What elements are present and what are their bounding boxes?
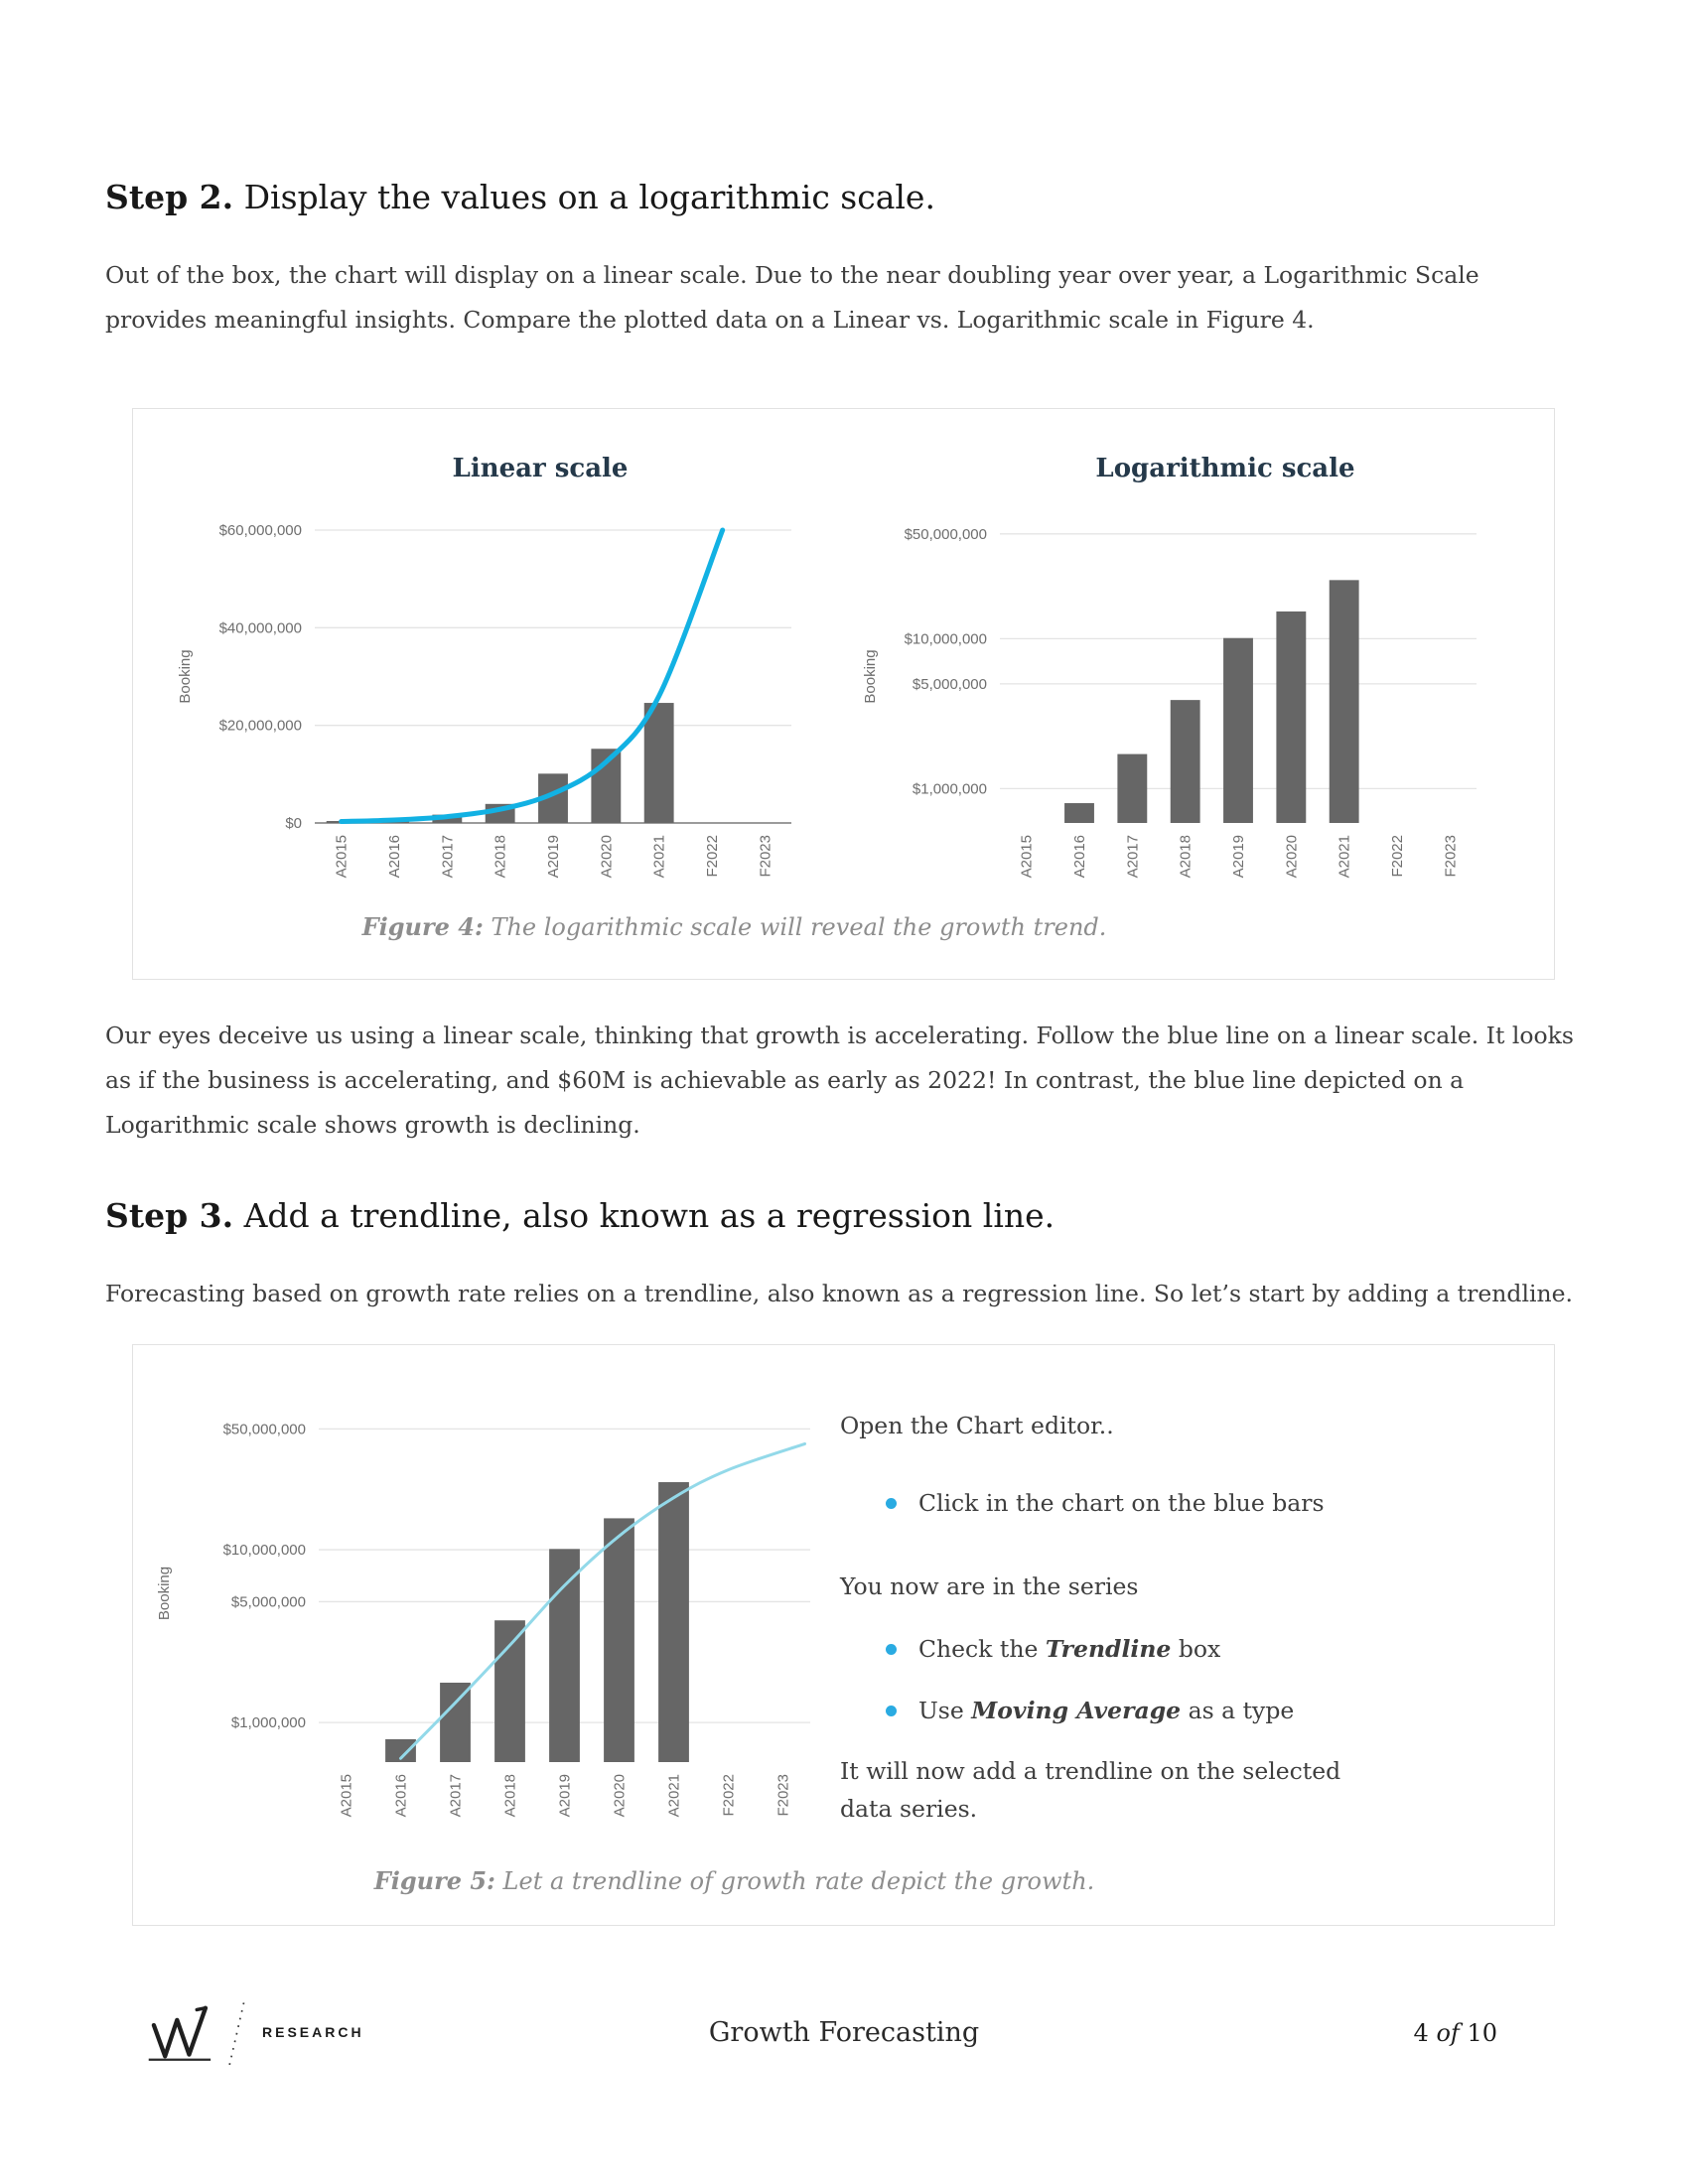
bullet3-post: as a type	[1181, 1696, 1295, 1724]
bullet-dot-icon	[886, 1706, 897, 1716]
bullet2-post: box	[1171, 1635, 1221, 1664]
svg-text:A2018: A2018	[501, 1774, 519, 1818]
figure4-charts-row	[133, 454, 1554, 900]
svg-text:$50,000,000: $50,000,000	[222, 1421, 306, 1438]
step2-paragraph: Out of the box, the chart will display on a linear scale. Due to the near doubling year over year, a Logarithmic Scale provides meaningful insights. Compare the plotted data on a Linear vs. Logarithmic scale in Figure 4.	[105, 260, 1479, 334]
figure5-instructions	[840, 1390, 1392, 1856]
svg-text:F2023: F2023	[1441, 835, 1459, 878]
trendline-chart	[145, 1390, 840, 1856]
svg-text:Booking: Booking	[156, 1567, 173, 1621]
svg-text:A2017: A2017	[447, 1774, 465, 1818]
bullet2-pre: Check the	[918, 1635, 1046, 1664]
svg-text:A2021: A2021	[665, 1774, 683, 1818]
instruction-open-editor: Open the Chart editor..	[840, 1412, 1114, 1440]
step2-heading-number: Step 2.	[105, 178, 234, 216]
svg-text:Booking: Booking	[176, 649, 194, 704]
step2-heading-text: Display the values on a logarithmic scale.	[233, 178, 935, 216]
svg-text:A2019: A2019	[556, 1774, 574, 1818]
svg-text:A2018: A2018	[1177, 835, 1195, 879]
bullet3-pre: Use	[918, 1696, 972, 1724]
svg-text:A2020: A2020	[1282, 835, 1300, 879]
log-scale-chart-title: Logarithmic scale	[1095, 454, 1355, 484]
svg-text:A2015: A2015	[333, 835, 351, 879]
svg-text:$5,000,000: $5,000,000	[912, 675, 987, 693]
svg-text:A2016: A2016	[385, 835, 403, 879]
w-arrow-logo-icon	[147, 1993, 250, 2071]
step3-heading	[105, 1195, 1583, 1238]
svg-text:F2022: F2022	[720, 1774, 738, 1817]
step3-paragraph: Forecasting based on growth rate relies on a trendline, also known as a regression line. So let’s start by adding a trendline.	[105, 1280, 1573, 1308]
svg-text:A2019: A2019	[1229, 835, 1247, 879]
svg-text:A2015: A2015	[1018, 835, 1036, 879]
svg-text:$20,000,000: $20,000,000	[218, 717, 302, 735]
figure5	[132, 1344, 1555, 1926]
svg-text:$10,000,000: $10,000,000	[222, 1542, 306, 1560]
figure4-caption-label: Figure 4:	[361, 912, 484, 942]
svg-text:Booking: Booking	[861, 649, 879, 704]
page-separator: of	[1436, 2019, 1460, 2048]
figure4	[132, 408, 1555, 980]
linear-scale-chart	[166, 495, 806, 900]
svg-text:A2020: A2020	[611, 1774, 629, 1818]
page-current: 4	[1413, 2019, 1429, 2048]
figure5-caption-label: Figure 5:	[373, 1866, 495, 1896]
trendline-chart-block	[145, 1390, 840, 1856]
svg-text:F2022: F2022	[703, 835, 721, 878]
svg-text:A2018: A2018	[492, 835, 509, 879]
svg-text:$60,000,000: $60,000,000	[218, 522, 302, 540]
figure5-caption-text: Let a trendline of growth rate depict the growth.	[494, 1867, 1095, 1896]
linear-scale-chart-block	[143, 454, 828, 900]
bullet3-text	[918, 1693, 1294, 1730]
figure5-caption	[24, 1866, 1445, 1895]
svg-text:A2021: A2021	[1336, 835, 1353, 879]
linear-scale-chart-title: Linear scale	[452, 454, 629, 484]
instruction-list-1	[840, 1485, 1392, 1523]
bullet-dot-icon	[886, 1644, 897, 1655]
svg-text:A2017: A2017	[438, 835, 456, 879]
svg-text:A2015: A2015	[338, 1774, 355, 1818]
footer-logo	[147, 1993, 364, 2071]
step3-heading-text: Add a trendline, also known as a regression line.	[233, 1196, 1055, 1236]
svg-text:F2022: F2022	[1388, 835, 1406, 878]
step2-paragraph2: Our eyes deceive us using a linear scale, thinking that growth is accelerating. Follow the blue line on a linear scale. It looks as if the business is accelerating, and $60M is achievable as early as 2022! In contrast, the blue line depicted on a Logarithmic scale shows growth is declining.	[105, 1022, 1574, 1140]
log-scale-chart-block	[828, 454, 1513, 900]
bullet1-text: Click in the chart on the blue bars	[918, 1489, 1325, 1518]
svg-text:A2021: A2021	[650, 835, 668, 879]
bullet3-bold: Moving Average	[971, 1696, 1182, 1724]
svg-text:$40,000,000: $40,000,000	[218, 619, 302, 637]
page-number	[1414, 2019, 1497, 2047]
svg-text:A2016: A2016	[392, 1774, 410, 1818]
svg-text:$10,000,000: $10,000,000	[904, 630, 987, 648]
svg-text:$0: $0	[284, 815, 302, 833]
instruction-result: It will now add a trendline on the selected data series.	[840, 1757, 1341, 1823]
log-scale-chart	[851, 495, 1491, 900]
svg-text:A2017: A2017	[1123, 835, 1141, 879]
svg-text:F2023: F2023	[756, 835, 774, 878]
document-title: Growth Forecasting	[708, 2017, 980, 2049]
page-total: 10	[1467, 2019, 1497, 2048]
bullet2-bold: Trendline	[1045, 1635, 1172, 1664]
list-item	[886, 1631, 1392, 1669]
brand-name: RESEARCH	[262, 2024, 364, 2041]
svg-text:$5,000,000: $5,000,000	[230, 1593, 306, 1611]
bullet2-text	[918, 1631, 1220, 1669]
svg-text:$1,000,000: $1,000,000	[912, 780, 987, 798]
svg-text:A2019: A2019	[544, 835, 562, 879]
svg-text:$50,000,000: $50,000,000	[904, 525, 987, 543]
list-item	[886, 1485, 1392, 1523]
figure5-row	[133, 1390, 1554, 1856]
svg-text:$1,000,000: $1,000,000	[230, 1714, 306, 1732]
list-item	[886, 1693, 1392, 1730]
step2-heading	[105, 177, 1583, 219]
step3-heading-number: Step 3.	[105, 1196, 234, 1236]
svg-text:A2016: A2016	[1070, 835, 1088, 879]
instruction-list-2	[840, 1631, 1392, 1729]
svg-text:A2020: A2020	[597, 835, 615, 879]
svg-text:F2023: F2023	[774, 1774, 792, 1817]
bullet-dot-icon	[886, 1498, 897, 1509]
figure4-caption-text: The logarithmic scale will reveal the growth trend.	[483, 913, 1107, 942]
instruction-series: You now are in the series	[840, 1571, 1139, 1600]
page-footer	[105, 1991, 1583, 2079]
figure4-caption	[24, 912, 1445, 941]
